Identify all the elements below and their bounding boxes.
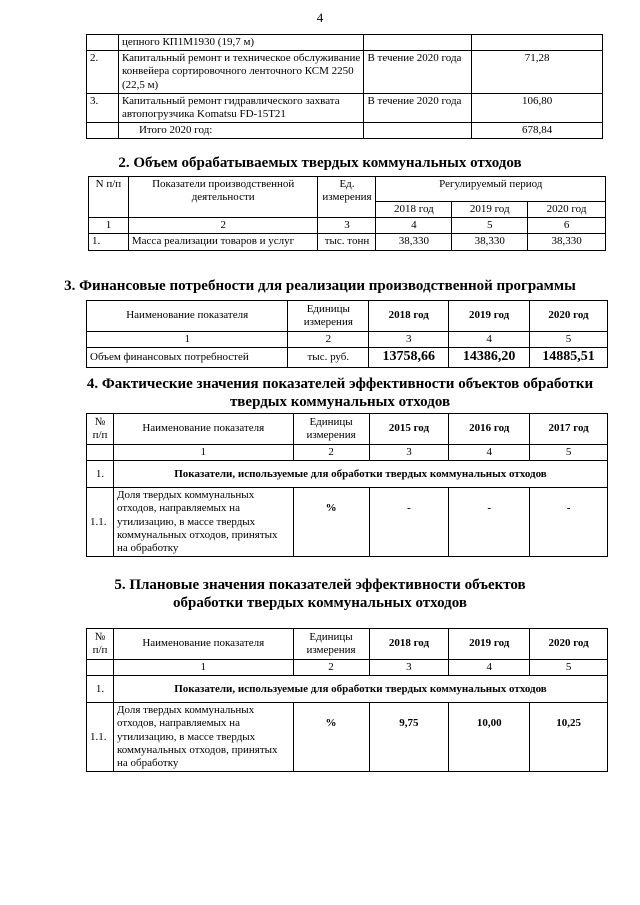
header-year: 2017 год <box>530 414 608 445</box>
value-2019: 14386,20 <box>449 348 530 368</box>
header-year: 2018 год <box>369 301 449 332</box>
indicator-name: Масса реализации товаров и услуг <box>128 234 318 250</box>
value-2018: 13758,66 <box>369 348 449 368</box>
value-2017: - <box>530 488 608 557</box>
group-number: 1. <box>87 461 114 488</box>
table-row-total <box>87 123 603 139</box>
work-name: Капитальный ремонт гидравлического захвата автопогрузчика Komatsu FD-15T21 <box>118 93 364 122</box>
work-cost: 71,28 <box>472 51 603 94</box>
value-2020: 14885,51 <box>530 348 608 368</box>
table-row <box>87 35 603 51</box>
row-number: 1. <box>89 234 129 250</box>
header-year: 2016 год <box>449 414 530 445</box>
column-number: 4 <box>449 445 530 461</box>
row-number <box>87 123 119 139</box>
value-2018: 9,75 <box>369 703 449 772</box>
column-number: 3 <box>369 660 449 676</box>
header-year: 2019 год <box>449 301 530 332</box>
column-number: 4 <box>449 660 530 676</box>
table-row <box>87 51 603 94</box>
work-name: цепного КП1М1930 (19,7 м) <box>118 35 364 51</box>
table-group-row <box>87 461 608 488</box>
column-number: 5 <box>530 660 608 676</box>
table-row <box>87 703 608 772</box>
section-4-title-line-1: 4. Фактические значения показателей эффективности объектов обработки <box>86 376 594 392</box>
column-number: 2 <box>293 660 369 676</box>
column-number: 3 <box>318 218 376 234</box>
table-row <box>87 93 603 122</box>
section-2-title: 2. Объем обрабатываемых твердых коммунальных отходов <box>118 155 522 171</box>
column-number: 2 <box>293 445 369 461</box>
column-number: 1 <box>113 660 293 676</box>
column-number: 5 <box>530 332 608 348</box>
page-number: 4 <box>316 10 324 25</box>
column-number: 4 <box>376 218 452 234</box>
header-year: 2020 год <box>528 202 606 218</box>
header-unit: Ед. измерения <box>318 177 376 218</box>
column-number: 3 <box>369 445 449 461</box>
column-number: 5 <box>452 218 528 234</box>
column-number: 2 <box>128 218 318 234</box>
repair-works-table <box>86 34 603 139</box>
value-2016: - <box>449 488 530 557</box>
row-number: 1.1. <box>87 488 114 557</box>
header-year: 2020 год <box>530 629 608 660</box>
section-5-title-line-2: обработки твердых коммунальных отходов <box>173 595 467 611</box>
header-n: № п/п <box>87 414 114 445</box>
table-row <box>89 234 606 250</box>
value-2018: 38,330 <box>376 234 452 250</box>
unit: тыс. руб. <box>288 348 369 368</box>
work-period: В течение 2020 года <box>364 93 472 122</box>
group-number: 1. <box>87 676 114 703</box>
value-2019: 10,00 <box>449 703 530 772</box>
group-title: Показатели, используемые для обработки твердых коммунальных отходов <box>113 461 607 488</box>
header-year: 2018 год <box>369 629 449 660</box>
total-value: 678,84 <box>472 123 603 139</box>
indicator-name: Доля твердых коммунальных отходов, направляемых на утилизацию, в массе твердых коммунальных отходов, принятых на обработку <box>113 703 293 772</box>
indicator-name: Доля твердых коммунальных отходов, направляемых на утилизацию, в массе твердых коммунальных отходов, принятых на обработку <box>113 488 293 557</box>
section-3-title: 3. Финансовые потребности для реализации производственной программы <box>64 278 576 294</box>
actual-efficiency-table <box>86 413 608 557</box>
header-year: 2020 год <box>530 301 608 332</box>
column-number: 3 <box>369 332 449 348</box>
work-cost: 106,80 <box>472 93 603 122</box>
work-cost <box>472 35 603 51</box>
column-number: 1 <box>87 332 288 348</box>
row-number: 1.1. <box>87 703 114 772</box>
table-row <box>87 488 608 557</box>
column-number: 1 <box>113 445 293 461</box>
total-label: Итого 2020 год: <box>118 123 364 139</box>
work-name: Капитальный ремонт и техническое обслуживание конвейера сортировочного ленточного КСМ 2250 (22,5 м) <box>118 51 364 94</box>
financial-needs-table <box>86 300 608 368</box>
header-period: Регулируемый период <box>376 177 606 202</box>
unit: тыс. тонн <box>318 234 376 250</box>
planned-efficiency-table <box>86 628 608 772</box>
work-period <box>364 123 472 139</box>
unit: % <box>293 703 369 772</box>
header-n: N п/п <box>89 177 129 218</box>
table-row <box>87 348 608 368</box>
column-number: 2 <box>288 332 369 348</box>
table-group-row <box>87 676 608 703</box>
indicator-name: Объем финансовых потребностей <box>87 348 288 368</box>
section-5-title-line-1: 5. Плановые значения показателей эффективности объектов <box>114 577 526 593</box>
waste-volume-table <box>88 176 606 251</box>
value-2020: 38,330 <box>528 234 606 250</box>
section-4-title <box>60 375 620 411</box>
header-unit: Единицы измерения <box>293 414 369 445</box>
section-4-title-line-2: твердых коммунальных отходов <box>229 394 451 410</box>
value-2019: 38,330 <box>452 234 528 250</box>
work-period <box>364 35 472 51</box>
header-indicator: Наименование показателя <box>87 301 288 332</box>
value-2015: - <box>369 488 449 557</box>
section-5-title <box>40 576 600 612</box>
header-n: № п/п <box>87 629 114 660</box>
work-period: В течение 2020 года <box>364 51 472 94</box>
header-indicator: Показатели производственной деятельности <box>128 177 318 218</box>
row-number: 2. <box>87 51 119 94</box>
column-number: 5 <box>530 445 608 461</box>
header-indicator: Наименование показателя <box>113 414 293 445</box>
row-number: 3. <box>87 93 119 122</box>
row-number <box>87 35 119 51</box>
header-year: 2019 год <box>452 202 528 218</box>
unit: % <box>293 488 369 557</box>
group-title: Показатели, используемые для обработки твердых коммунальных отходов <box>113 676 607 703</box>
column-number: 6 <box>528 218 606 234</box>
header-unit: Единицы измерения <box>293 629 369 660</box>
header-year: 2015 год <box>369 414 449 445</box>
header-unit: Единицы измерения <box>288 301 369 332</box>
header-year: 2019 год <box>449 629 530 660</box>
value-2020: 10,25 <box>530 703 608 772</box>
column-number: 4 <box>449 332 530 348</box>
header-year: 2018 год <box>376 202 452 218</box>
column-number: 1 <box>89 218 129 234</box>
header-indicator: Наименование показателя <box>113 629 293 660</box>
